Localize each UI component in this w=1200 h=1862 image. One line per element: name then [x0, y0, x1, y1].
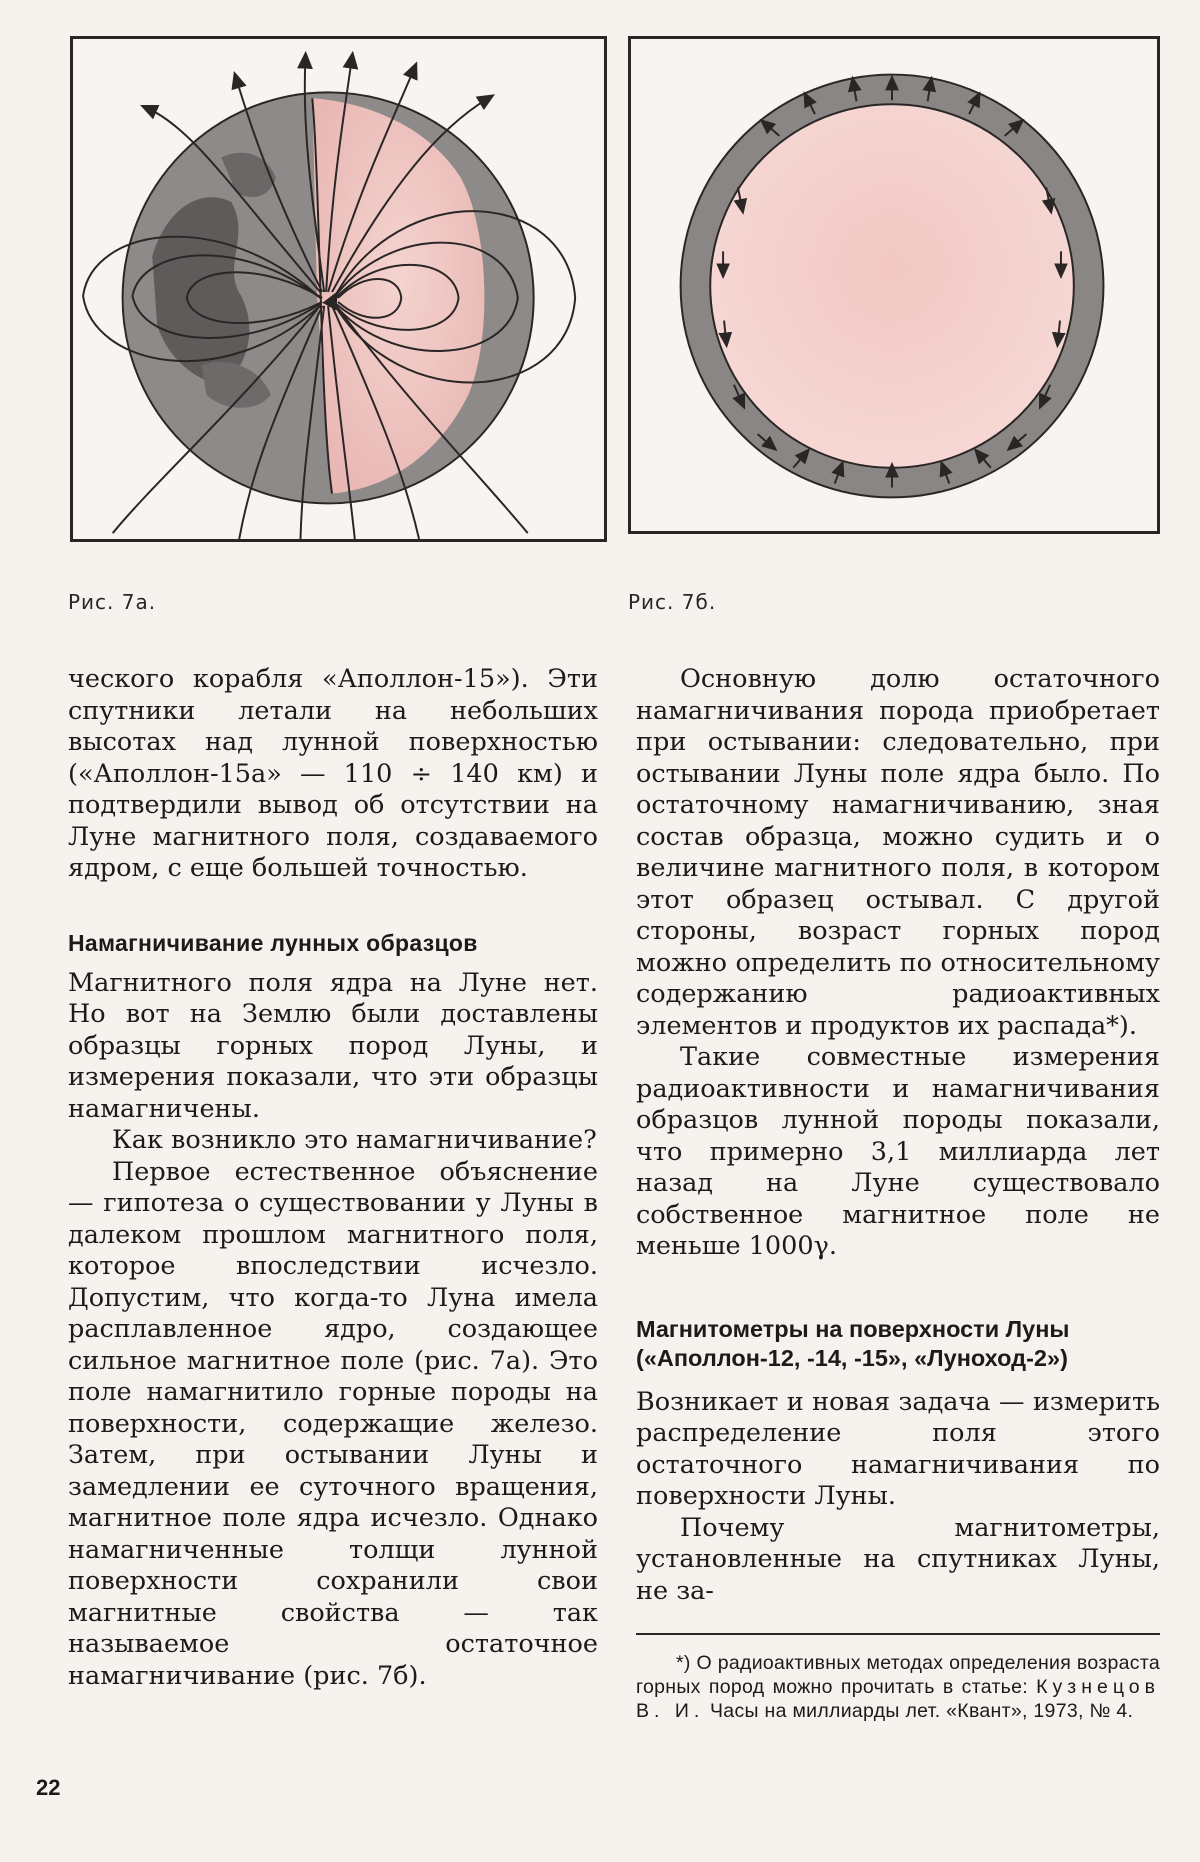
paragraph: ческого корабля «Аполлон-15»). Эти спутники летали на небольших высотах над лунной поверхностью («Аполлон-15а» — 110 ÷ 140 км) и подтвердили вывод об отсутствии на Луне магнитного поля, создаваемого ядром, с еще большей точностью.: [68, 664, 598, 883]
paragraph: Магнитного поля ядра на Луне нет. Но вот на Землю были доставлены образцы горных пород Луны, и измерения показали, что эти образцы намагничены.: [68, 967, 598, 1124]
figure-7a-caption: Рис. 7а.: [68, 590, 157, 614]
left-column: [68, 664, 598, 1692]
section-heading: Магнитометры на поверхности Луны («Аполлон-12, -14, -15», «Луноход-2»): [636, 1315, 1070, 1371]
section-heading: Намагничивание лунных образцов: [68, 929, 478, 956]
remanent-magnetization-diagram: [631, 39, 1157, 531]
footnote-text: *) О радиоактивных методах определения возраста горных пород можно прочитать в статье:: [636, 1652, 1160, 1698]
paragraph: Такие совместные измерения радиоактивности и намагничивания образцов лунной породы показали, что примерно 3,1 миллиарда лет назад на Луне существовало собственное магнитное поле не меньше 1000γ.: [636, 1042, 1160, 1261]
paragraph: Первое естественное объяснение — гипотеза о существовании у Луны в далеком прошлом магнитного поля, которое впоследствии исчезло. Допустим, что когда-то Луна имела расплавленное ядро, создающее сильное магнитное поле (рис. 7а). Это поле намагнитило горные породы на поверхности, содержащие железо. Затем, при остывании Луны и замедлении ее суточного вращения, магнитное поле ядра исчезло. Однако намагниченные толщи лунной поверхности сохранили свои магнитные свойства — так называемое остаточное намагничивание (рис. 7б).: [68, 1156, 598, 1691]
paragraph: Как возникло это намагничивание?: [112, 1125, 597, 1155]
footnote: [636, 1651, 1160, 1723]
footnote-author: Кузнецов В. И.: [636, 1676, 1160, 1722]
figure-7b: [628, 36, 1160, 534]
right-column: [636, 664, 1160, 1607]
demagnetized-core: [710, 104, 1074, 468]
dipole-field-diagram: [73, 39, 604, 539]
figure-7b-caption: Рис. 7б.: [628, 590, 717, 614]
figure-7a: [70, 36, 607, 542]
paragraph: Возникает и новая задача — измерить распределение поля этого остаточного намагничивания по поверхности Луны.: [636, 1386, 1160, 1511]
footnote-source: Часы на миллиарды лет. «Квант», 1973, № 4.: [704, 1700, 1134, 1722]
paragraph: Основную долю остаточного намагничивания порода приобретает при остывании: следовательно, при остывании Луны поле ядра было. По остаточному намагничиванию, зная состав образца, можно судить и о величине магнитного поля, в котором этот образец остывал. С другой стороны, возраст горных пород можно определить по относительному содержанию радиоактивных элементов и продуктов их распада*).: [636, 664, 1160, 1041]
footnote-rule: [636, 1633, 1160, 1635]
paragraph: Почему магнитометры, установленные на спутниках Луны, не за-: [636, 1512, 1160, 1606]
page-number: 22: [36, 1775, 61, 1800]
